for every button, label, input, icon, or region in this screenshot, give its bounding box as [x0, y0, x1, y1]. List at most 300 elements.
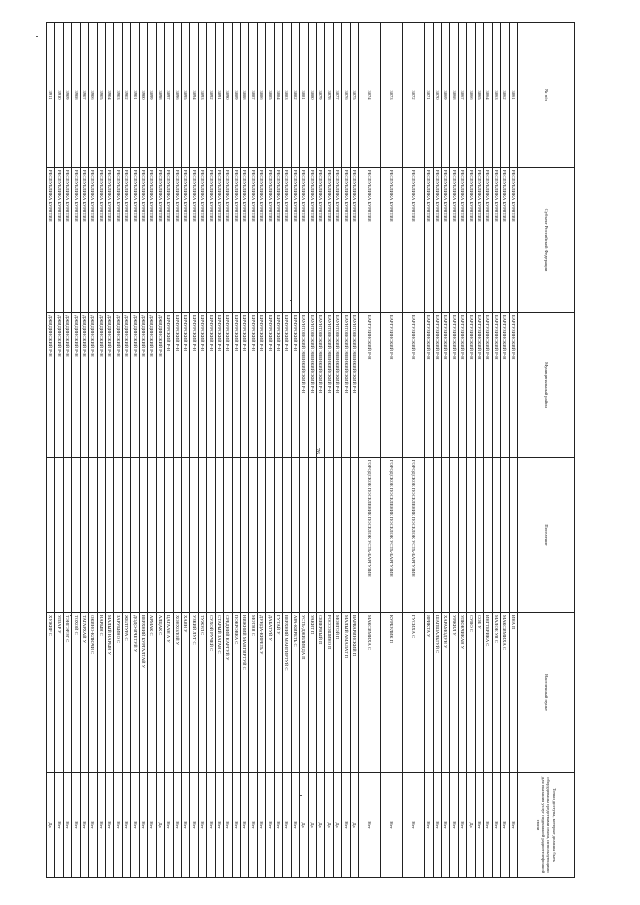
cell-num: 3877 [333, 23, 341, 168]
cell-settlement [63, 458, 71, 613]
table-row [308, 23, 316, 878]
cell-district: ДЖИДИНСКИЙ Р-Н [122, 313, 130, 458]
cell-access-point: Нет [484, 773, 492, 878]
cell-num: 3891 [215, 23, 223, 168]
cell-subject: РЕСПУБЛИКА БУРЯТИЯ [131, 168, 139, 313]
cell-access-point: Нет [190, 773, 198, 878]
cell-subject: РЕСПУБЛИКА БУРЯТИЯ [425, 168, 433, 313]
cell-locality: ДОДО-ИЧЕТУЙ У [131, 613, 139, 773]
cell-access-point: Да [308, 773, 316, 878]
table-row [433, 23, 441, 878]
cell-settlement [182, 458, 190, 613]
cell-subject: РЕСПУБЛИКА БУРЯТИЯ [450, 168, 458, 313]
cell-district: БИЧУРСКИЙ Р-Н [266, 313, 274, 458]
cell-locality: УРЖИЛ У [450, 613, 458, 773]
header-access-point: Точки доступа, которые должны быть оборудованы средствами связи, использующими для оказания услуг подвижной радиотелефонной связи [518, 773, 575, 878]
cell-locality: УСТЬ-ДЖИЛИНДА П [300, 613, 308, 773]
table-row [283, 23, 291, 878]
table-row [317, 23, 325, 878]
cell-access-point: Нет [80, 773, 88, 878]
cell-access-point: Нет [106, 773, 114, 878]
cell-locality: РОССОШИНО П [325, 613, 333, 773]
cell-locality: ЗАРУБИНО С [114, 613, 122, 773]
table-row [350, 23, 358, 878]
table-row [63, 23, 71, 878]
cell-access-point: Нет [63, 773, 71, 878]
cell-settlement [350, 458, 358, 613]
cell-num: 3872 [403, 23, 425, 168]
table-row [122, 23, 130, 878]
cell-locality: ЯРИКТА У [425, 613, 433, 773]
cell-settlement [207, 458, 215, 613]
cell-locality: НИЖНИЙ МАНГИРТУЙ С [241, 613, 249, 773]
cell-district: ДЖИДИНСКИЙ Р-Н [131, 313, 139, 458]
cell-settlement: ГОРОДСКОЕ ПОСЕЛЕНИЕ ПОСЕЛОК УСТЬ-БАРГУЗИН [403, 458, 425, 613]
cell-subject: РЕСПУБЛИКА БУРЯТИЯ [106, 168, 114, 313]
table-row [215, 23, 223, 878]
cell-district: БАУНТОВСКИЙ ЭВЕНКИЙСКИЙ Р-Н [342, 313, 350, 458]
cell-subject: РЕСПУБЛИКА БУРЯТИЯ [190, 168, 198, 313]
header-district: Муниципальный район [518, 313, 575, 458]
cell-num: 3898 [156, 23, 164, 168]
cell-num: 3893 [198, 23, 206, 168]
cell-locality: УЗКИЙ ЛУГ С [190, 613, 198, 773]
cell-access-point: Нет [241, 773, 249, 878]
cell-num: 3887 [249, 23, 257, 168]
cell-num: 3889 [232, 23, 240, 168]
cell-locality: МАЛОЕ УЯ С [492, 613, 500, 773]
cell-num: 3875 [350, 23, 358, 168]
cell-district: БАРГУЗИНСКИЙ Р-Н [458, 313, 466, 458]
cell-access-point: Нет [501, 773, 509, 878]
cell-locality: ТАГАРХАЙ У [80, 613, 88, 773]
cell-subject: РЕСПУБЛИКА БУРЯТИЯ [308, 168, 316, 313]
table-row [131, 23, 139, 878]
table-row [139, 23, 147, 878]
cell-num: 3878 [325, 23, 333, 168]
cell-district: ДЖИДИНСКИЙ Р-Н [80, 313, 88, 458]
cell-locality: ХУЖИР С [47, 613, 55, 773]
table-row [224, 23, 232, 878]
cell-num: 3907 [80, 23, 88, 168]
table-row [106, 23, 114, 878]
cell-num: 3866 [467, 23, 475, 168]
cell-locality: ТОХОЙ С [72, 613, 80, 773]
cell-subject: РЕСПУБЛИКА БУРЯТИЯ [325, 168, 333, 313]
cell-access-point: Нет [114, 773, 122, 878]
cell-settlement [122, 458, 130, 613]
table-row [442, 23, 450, 878]
table-row [359, 23, 381, 878]
cell-access-point: Нет [450, 773, 458, 878]
cell-num: 3873 [381, 23, 403, 168]
cell-subject: РЕСПУБЛИКА БУРЯТИЯ [72, 168, 80, 313]
table-row [148, 23, 156, 878]
cell-locality: ИНА П [509, 613, 517, 773]
cell-subject: РЕСПУБЛИКА БУРЯТИЯ [317, 168, 325, 313]
cell-settlement [442, 458, 450, 613]
table-row [241, 23, 249, 878]
table-row [182, 23, 190, 878]
cell-access-point: Да [325, 773, 333, 878]
cell-settlement [156, 458, 164, 613]
cell-settlement [317, 458, 325, 613]
cell-access-point: Нет [475, 773, 483, 878]
cell-access-point: Нет [215, 773, 223, 878]
header-subject: Субъект Российской Федерации [518, 168, 575, 313]
cell-subject: РЕСПУБЛИКА БУРЯТИЯ [257, 168, 265, 313]
cell-district: ДЖИДИНСКИЙ Р-Н [114, 313, 122, 458]
cell-locality: АРМАК С [148, 613, 156, 773]
cell-access-point: Нет [274, 773, 282, 878]
table-row [165, 23, 173, 878]
table-header-row [518, 23, 575, 878]
cell-district: ДЖИДИНСКИЙ Р-Н [148, 313, 156, 458]
cell-locality: УЛЮКЧИКАН У [458, 613, 466, 773]
cell-settlement [283, 458, 291, 613]
cell-num: 3876 [342, 23, 350, 168]
cell-district: ДЖИДИНСКИЙ Р-Н [72, 313, 80, 458]
cell-locality: МАКСИМИХА С [501, 613, 509, 773]
cell-locality: СТАРЫЙ ЗАГАН С [215, 613, 223, 773]
cell-access-point: Да [47, 773, 55, 878]
table-row [47, 23, 55, 878]
cell-subject: РЕСПУБЛИКА БУРЯТИЯ [492, 168, 500, 313]
cell-district: БАУНТОВСКИЙ ЭВЕНКИЙСКИЙ Р-Н [350, 313, 358, 458]
cell-access-point: Нет [492, 773, 500, 878]
cell-district: ДЖИДИНСКИЙ Р-Н [156, 313, 164, 458]
cell-num: 3882 [291, 23, 299, 168]
cell-subject: РЕСПУБЛИКА БУРЯТИЯ [232, 168, 240, 313]
cell-subject: РЕСПУБЛИКА БУРЯТИЯ [97, 168, 105, 313]
cell-num: 3863 [492, 23, 500, 168]
cell-settlement [501, 458, 509, 613]
cell-subject: РЕСПУБЛИКА БУРЯТИЯ [403, 168, 425, 313]
cell-access-point: Нет [381, 773, 403, 878]
cell-access-point: Нет [291, 773, 299, 878]
cell-subject: РЕСПУБЛИКА БУРЯТИЯ [283, 168, 291, 313]
cell-access-point: Нет [207, 773, 215, 878]
cell-locality: МАЛЫЙ НАРЫН У [106, 613, 114, 773]
cell-access-point: Да [467, 773, 475, 878]
cell-access-point: Нет [249, 773, 257, 878]
cell-access-point: Нет [131, 773, 139, 878]
cell-access-point: Нет [72, 773, 80, 878]
cell-subject: РЕСПУБЛИКА БУРЯТИЯ [139, 168, 147, 313]
cell-subject: РЕСПУБЛИКА БУРЯТИЯ [156, 168, 164, 313]
table-row [458, 23, 466, 878]
cell-num: 3861 [509, 23, 517, 168]
cell-locality: ШАПШАЛЬТУЙ С [433, 613, 441, 773]
cell-subject: РЕСПУБЛИКА БУРЯТИЯ [55, 168, 63, 313]
cell-district: БИЧУРСКИЙ Р-Н [291, 313, 299, 458]
cell-settlement [492, 458, 500, 613]
table-row [190, 23, 198, 878]
table-body [47, 23, 518, 878]
cell-locality: СУХОЙ РУЧЕЙ С [207, 613, 215, 773]
cell-settlement [291, 458, 299, 613]
cell-access-point: Нет [89, 773, 97, 878]
cell-locality: ЦАГААН А У [165, 613, 173, 773]
cell-district: БИЧУРСКИЙ Р-Н [241, 313, 249, 458]
cell-access-point: Нет [182, 773, 190, 878]
cell-settlement [249, 458, 257, 613]
cell-locality: МОНГОЙ П [333, 613, 341, 773]
cell-access-point: Нет [232, 773, 240, 878]
cell-settlement [300, 458, 308, 613]
cell-num: 3890 [224, 23, 232, 168]
cell-access-point: Нет [257, 773, 265, 878]
cell-settlement [509, 458, 517, 613]
document-table-container [48, 22, 575, 877]
cell-locality: ХАРАМОДУН У [442, 613, 450, 773]
cell-district: БАРГУЗИНСКИЙ Р-Н [484, 313, 492, 458]
cell-subject: РЕСПУБЛИКА БУРЯТИЯ [249, 168, 257, 313]
cell-settlement [484, 458, 492, 613]
table-row [425, 23, 433, 878]
cell-settlement [458, 458, 466, 613]
table-row [156, 23, 164, 878]
table-row [173, 23, 181, 878]
cell-num: 3868 [450, 23, 458, 168]
cell-locality: ХАЯН У [182, 613, 190, 773]
table-row [266, 23, 274, 878]
cell-settlement [467, 458, 475, 613]
cell-num: 3910 [55, 23, 63, 168]
cell-num: 3897 [165, 23, 173, 168]
cell-locality: КУРБУЛИК П [381, 613, 403, 773]
cell-num: 3902 [122, 23, 130, 168]
cell-district: БАРГУЗИНСКИЙ Р-Н [450, 313, 458, 458]
cell-locality: ВЕРХНИЙ БУРГАЛТАЙ У [139, 613, 147, 773]
cell-district: ДЖИДИНСКИЙ Р-Н [63, 313, 71, 458]
cell-settlement [114, 458, 122, 613]
cell-settlement [308, 458, 316, 613]
table-row [257, 23, 265, 878]
cell-subject: РЕСПУБЛИКА БУРЯТИЯ [148, 168, 156, 313]
cell-locality: ИНГТЕРИКА С [484, 613, 492, 773]
cell-district: БАУНТОВСКИЙ ЭВЕНКИЙСКИЙ Р-Н [300, 313, 308, 458]
table-row [333, 23, 341, 878]
cell-access-point: Нет [122, 773, 130, 878]
cell-access-point: Нет [283, 773, 291, 878]
cell-settlement [425, 458, 433, 613]
cell-subject: РЕСПУБЛИКА БУРЯТИЯ [165, 168, 173, 313]
cell-locality: НАРЫН С [97, 613, 105, 773]
cell-num: 3892 [207, 23, 215, 168]
cell-subject: РЕСПУБЛИКА БУРЯТИЯ [224, 168, 232, 313]
table-row [114, 23, 122, 878]
cell-num: 3909 [63, 23, 71, 168]
table-row [291, 23, 299, 878]
cell-access-point: Нет [173, 773, 181, 878]
cell-locality: МАЛЫЙ АМАЛАТ П [342, 613, 350, 773]
scan-speck [36, 36, 38, 37]
cell-subject: РЕСПУБЛИКА БУРЯТИЯ [501, 168, 509, 313]
table-row [492, 23, 500, 878]
cell-subject: РЕСПУБЛИКА БУРЯТИЯ [381, 168, 403, 313]
cell-access-point: Нет [198, 773, 206, 878]
table-row [509, 23, 517, 878]
cell-locality: ЖЕЛТУРА С [122, 613, 130, 773]
cell-district: БИЧУРСКИЙ Р-Н [173, 313, 181, 458]
cell-num: 3870 [433, 23, 441, 168]
cell-district: БИЧУРСКИЙ Р-Н [232, 313, 240, 458]
cell-settlement [97, 458, 105, 613]
cell-locality: УЛЗАР У [55, 613, 63, 773]
table-row [207, 23, 215, 878]
cell-subject: РЕСПУБЛИКА БУРЯТИЯ [433, 168, 441, 313]
cell-num: 3862 [501, 23, 509, 168]
cell-subject: РЕСПУБЛИКА БУРЯТИЯ [198, 168, 206, 313]
header-num: № п/п [518, 23, 575, 168]
cell-subject: РЕСПУБЛИКА БУРЯТИЯ [359, 168, 381, 313]
cell-num: 3864 [484, 23, 492, 168]
cell-num: 3888 [241, 23, 249, 168]
header-locality: Населенный пункт [518, 613, 575, 773]
cell-district: ДЖИДИНСКИЙ Р-Н [97, 313, 105, 458]
cell-settlement [139, 458, 147, 613]
cell-district: БИЧУРСКИЙ Р-Н [182, 313, 190, 458]
cell-subject: РЕСПУБЛИКА БУРЯТИЯ [173, 168, 181, 313]
cell-settlement [173, 458, 181, 613]
cell-district: БИЧУРСКИЙ Р-Н [283, 313, 291, 458]
table-row [198, 23, 206, 878]
cell-locality: ВЕРХНИЙ МАНГИРТУЙ С [283, 613, 291, 773]
cell-subject: РЕСПУБЛИКА БУРЯТИЯ [458, 168, 466, 313]
cell-settlement [131, 458, 139, 613]
cell-subject: РЕСПУБЛИКА БУРЯТИЯ [300, 168, 308, 313]
cell-district: БАУНТОВСКИЙ ЭВЕНКИЙСКИЙ Р-Н [333, 313, 341, 458]
cell-subject: РЕСПУБЛИКА БУРЯТИЯ [484, 168, 492, 313]
cell-num: 3879 [317, 23, 325, 168]
cell-district: ДЖИДИНСКИЙ Р-Н [47, 313, 55, 458]
cell-settlement [433, 458, 441, 613]
cell-locality: ХОНХОЛОЙ У [173, 613, 181, 773]
cell-district: БИЧУРСКИЙ Р-Н [198, 313, 206, 458]
cell-num: 3871 [425, 23, 433, 168]
cell-subject: РЕСПУБЛИКА БУРЯТИЯ [333, 168, 341, 313]
cell-settlement [72, 458, 80, 613]
cell-settlement [333, 458, 341, 613]
cell-subject: РЕСПУБЛИКА БУРЯТИЯ [350, 168, 358, 313]
cell-settlement [198, 458, 206, 613]
table-row [475, 23, 483, 878]
cell-locality: ОКИНО-КЛЮЧИ С [89, 613, 97, 773]
cell-settlement [80, 458, 88, 613]
cell-locality: АЛЦАК С [156, 613, 164, 773]
cell-num: 3900 [139, 23, 147, 168]
cell-district: БИЧУРСКИЙ Р-Н [224, 313, 232, 458]
cell-access-point: Да [350, 773, 358, 878]
cell-access-point: Нет [442, 773, 450, 878]
cell-settlement: ГОРОДСКОЕ ПОСЕЛЕНИЕ ПОСЕЛОК УСТЬ-БАРГУЗИН [381, 458, 403, 613]
cell-locality: ДАБАТУЙ У [266, 613, 274, 773]
table-row [342, 23, 350, 878]
cell-locality: ТЭНГЭРЭГ С [63, 613, 71, 773]
cell-subject: РЕСПУБЛИКА БУРЯТИЯ [114, 168, 122, 313]
cell-district: БИЧУРСКИЙ Р-Н [249, 313, 257, 458]
table-row [80, 23, 88, 878]
cell-access-point: Нет [55, 773, 63, 878]
cell-district: БАРГУЗИНСКИЙ Р-Н [425, 313, 433, 458]
cell-settlement [165, 458, 173, 613]
cell-access-point: Нет [403, 773, 425, 878]
table-row [381, 23, 403, 878]
cell-access-point: Да [300, 773, 308, 878]
cell-locality: МАКСИМИХА С [359, 613, 381, 773]
cell-access-point: Нет [458, 773, 466, 878]
cell-num: 3874 [359, 23, 381, 168]
cell-num: 3867 [458, 23, 466, 168]
cell-district: БАРГУЗИНСКИЙ Р-Н [433, 313, 441, 458]
cell-settlement [215, 458, 223, 613]
cell-num: 3869 [442, 23, 450, 168]
cell-settlement [257, 458, 265, 613]
cell-district: БАРГУЗИНСКИЙ Р-Н [509, 313, 517, 458]
cell-district: БАРГУЗИНСКИЙ Р-Н [467, 313, 475, 458]
cell-access-point: Нет [342, 773, 350, 878]
table-row [467, 23, 475, 878]
cell-settlement [325, 458, 333, 613]
cell-district: БИЧУРСКИЙ Р-Н [274, 313, 282, 458]
cell-locality: АРА-КИРЕТЬ С [291, 613, 299, 773]
cell-district: БАУНТОВСКИЙ ЭВЕНКИЙСКИЙ Р-Н [317, 313, 325, 458]
cell-settlement [55, 458, 63, 613]
table-row [325, 23, 333, 878]
table-row [484, 23, 492, 878]
cell-access-point: Нет [97, 773, 105, 878]
cell-access-point: Да [317, 773, 325, 878]
cell-subject: РЕСПУБЛИКА БУРЯТИЯ [442, 168, 450, 313]
cell-num: 3880 [308, 23, 316, 168]
cell-settlement [342, 458, 350, 613]
cell-access-point: Нет [139, 773, 147, 878]
cell-num: 3903 [114, 23, 122, 168]
cell-subject: РЕСПУБЛИКА БУРЯТИЯ [342, 168, 350, 313]
cell-access-point: Нет [165, 773, 173, 878]
cell-num: 3901 [131, 23, 139, 168]
cell-access-point: Нет [433, 773, 441, 878]
cell-num: 3894 [190, 23, 198, 168]
table-row [97, 23, 105, 878]
cell-district: ДЖИДИНСКИЙ Р-Н [89, 313, 97, 458]
cell-num: 3905 [97, 23, 105, 168]
table-row [232, 23, 240, 878]
cell-subject: РЕСПУБЛИКА БУРЯТИЯ [89, 168, 97, 313]
cell-num: 3908 [72, 23, 80, 168]
cell-settlement [274, 458, 282, 613]
cell-access-point: Нет [509, 773, 517, 878]
table-row [403, 23, 425, 878]
cell-district: ДЖИДИНСКИЙ Р-Н [106, 313, 114, 458]
cell-locality: СОЕ У [475, 613, 483, 773]
cell-settlement [266, 458, 274, 613]
cell-district: ДЖИДИНСКИЙ Р-Н [139, 313, 147, 458]
table-row [249, 23, 257, 878]
cell-district: БАРГУЗИНСКИЙ Р-Н [442, 313, 450, 458]
cell-district: БИЧУРСКИЙ Р-Н [165, 313, 173, 458]
cell-district: БИЧУРСКИЙ Р-Н [215, 313, 223, 458]
cell-settlement [190, 458, 198, 613]
cell-num: 3911 [47, 23, 55, 168]
cell-district: БИЧУРСКИЙ Р-Н [190, 313, 198, 458]
cell-num: 3865 [475, 23, 483, 168]
cell-subject: РЕСПУБЛИКА БУРЯТИЯ [274, 168, 282, 313]
cell-locality: СЕВЕРНЫЙ П [317, 613, 325, 773]
cell-num: 3884 [274, 23, 282, 168]
cell-num: 3881 [300, 23, 308, 168]
